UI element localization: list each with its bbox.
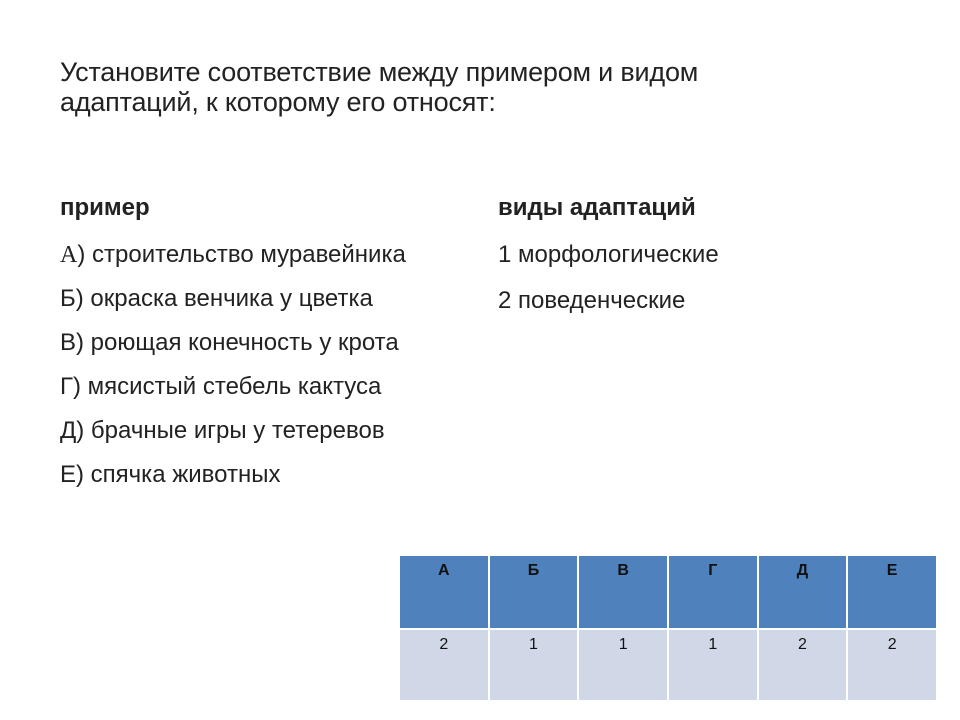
task-title: Установите соответствие между примером и видом адаптаций, к которому его относят: [60, 57, 699, 117]
answer-table-value-cell: 2 [847, 629, 937, 701]
adaptation-type-item: 2 поведенческие [498, 287, 686, 314]
answer-table-value-cell: 2 [758, 629, 848, 701]
example-item-b [60, 284, 460, 314]
example-item-e [60, 460, 460, 490]
example-item-a [60, 240, 460, 270]
answer-table-header-cell: Г [668, 555, 758, 629]
answer-table-value-cell: 1 [489, 629, 579, 701]
example-letter: А [60, 242, 78, 268]
answer-table-header-row [399, 555, 937, 629]
answer-table-value-cell: 2 [399, 629, 489, 701]
example-item-v [60, 328, 460, 358]
answer-table [398, 554, 938, 702]
example-item-d [60, 416, 460, 446]
answer-table-header-cell: А [399, 555, 489, 629]
adaptation-types-heading: виды адаптаций [498, 194, 696, 221]
example-letter: Б [60, 285, 76, 312]
example-letter: Е [60, 461, 77, 488]
example-text: ) окраска венчика у цветка [75, 285, 373, 312]
answer-table-value-cell: 1 [578, 629, 668, 701]
examples-heading: пример [60, 194, 150, 221]
answer-table-value-row [399, 629, 937, 701]
answer-table-header-cell: В [578, 555, 668, 629]
answer-table-header-cell: Е [847, 555, 937, 629]
example-letter: Д [60, 417, 77, 444]
example-text: ) роющая конечность у крота [76, 329, 399, 356]
example-text: ) спячка животных [76, 461, 281, 488]
example-text: ) мясистый стебель кактуса [73, 373, 382, 400]
answer-table-header-cell: Д [758, 555, 848, 629]
example-text: ) брачные игры у тетеревов [76, 417, 385, 444]
example-text: ) строительство муравейника [77, 241, 406, 268]
example-letter: Г [60, 373, 73, 400]
answer-table-header-cell: Б [489, 555, 579, 629]
examples-list [60, 240, 460, 490]
answer-table-value-cell: 1 [668, 629, 758, 701]
example-item-g [60, 372, 460, 402]
adaptation-types-list [498, 240, 898, 332]
adaptation-type-item: 1 морфологические [498, 241, 719, 268]
example-letter: В [60, 329, 77, 356]
